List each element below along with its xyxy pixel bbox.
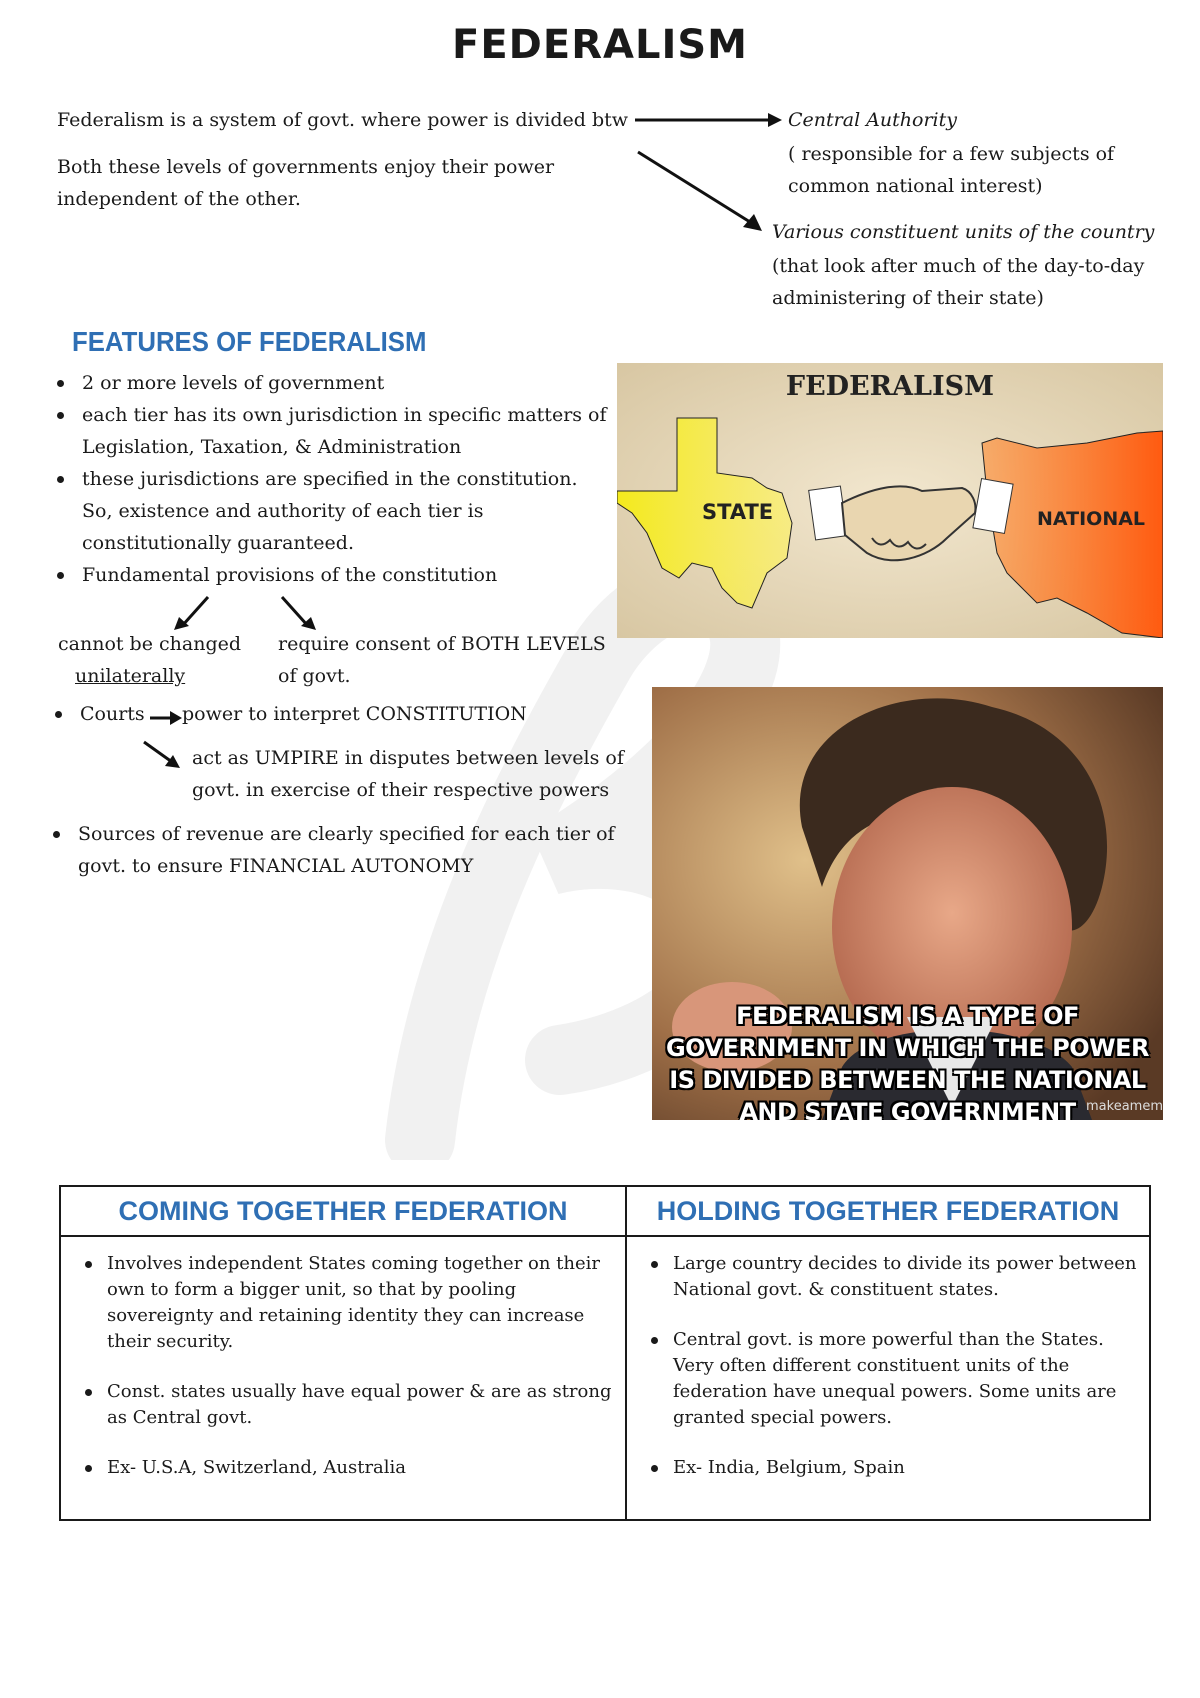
holding-together-column xyxy=(627,1187,1149,1519)
umpire-arrow-icon xyxy=(140,738,186,772)
feature-item: these jurisdictions are specified in the constitution. So, existence and authority of each tier is constitutionally guaranteed. xyxy=(52,463,602,559)
coming-together-heading: COMING TOGETHER FEDERATION xyxy=(61,1187,625,1237)
central-authority-title: Central Authority xyxy=(788,109,957,131)
courts-umpire-text: act as UMPIRE in disputes between levels of govt. in exercise of their respective powers xyxy=(192,747,624,801)
constituent-units-desc: (that look after much of the day-to-day administering of their state) xyxy=(772,255,1145,309)
meme-watermark: makeamem xyxy=(1086,1099,1163,1114)
coming-together-column xyxy=(61,1187,627,1519)
image-title: FEDERALISM xyxy=(785,371,995,402)
revenue-item xyxy=(48,818,628,882)
courts-label: Courts xyxy=(50,698,145,730)
list-item: Ex- U.S.A, Switzerland, Australia xyxy=(81,1455,615,1481)
holding-together-list xyxy=(627,1237,1149,1481)
cannot-change-text: cannot be changed xyxy=(58,633,242,655)
features-heading: FEATURES OF FEDERALISM xyxy=(72,326,427,357)
courts-arrow-icon xyxy=(148,708,184,728)
list-item: Central govt. is more powerful than the States. Very often different constituent units of the federation have unequal powers. Some units are granted special powers. xyxy=(647,1327,1139,1431)
list-item: Large country decides to divide its power between National govt. & constituent states. xyxy=(647,1251,1139,1303)
courts-item xyxy=(50,698,145,730)
require-consent-text: require consent of BOTH LEVELS of govt. xyxy=(278,633,606,687)
definition-text: Federalism is a system of govt. where power is divided btw xyxy=(57,109,629,131)
branch-arrows-icon xyxy=(630,110,790,235)
feature-item: each tier has its own jurisdiction in specific matters of Legislation, Taxation, & Administration xyxy=(52,399,612,463)
central-authority-desc: ( responsible for a few subjects of common national interest) xyxy=(788,143,1115,197)
constituent-units-title: Various constituent units of the country xyxy=(772,221,1155,243)
coming-together-list xyxy=(61,1237,625,1481)
holding-together-heading: HOLDING TOGETHER FEDERATION xyxy=(627,1187,1149,1237)
features-list xyxy=(52,367,612,591)
state-label: STATE xyxy=(702,500,774,524)
federalism-meme-image xyxy=(652,687,1163,1120)
national-label: NATIONAL xyxy=(1037,508,1146,530)
unilaterally-text: unilaterally xyxy=(75,665,186,687)
federalism-handshake-image xyxy=(617,363,1163,638)
list-item: Const. states usually have equal power & are as strong as Central govt. xyxy=(81,1379,615,1431)
revenue-text: Sources of revenue are clearly specified for each tier of govt. to ensure FINANCIAL AUTONOMY xyxy=(48,818,628,882)
handshake-illustration xyxy=(617,363,1163,638)
courts-power-text: power to interpret CONSTITUTION xyxy=(182,703,527,725)
feature-item: Fundamental provisions of the constitution xyxy=(52,559,612,591)
meme-caption: FEDERALISM IS A TYPE OF GOVERNMENT IN WHICH THE POWER IS DIVIDED BETWEEN THE NATIONAL AND STATE GOVERNMENT xyxy=(665,1002,1150,1120)
independence-text: Both these levels of governments enjoy their power independent of the other. xyxy=(57,156,555,210)
page-title: FEDERALISM xyxy=(452,22,748,68)
feature-item: 2 or more levels of government xyxy=(52,367,612,399)
federation-comparison-table xyxy=(59,1185,1151,1521)
list-item: Involves independent States coming together on their own to form a bigger unit, so that by pooling sovereignty and retaining identity they can increase their security. xyxy=(81,1251,615,1355)
list-item: Ex- India, Belgium, Spain xyxy=(647,1455,1139,1481)
